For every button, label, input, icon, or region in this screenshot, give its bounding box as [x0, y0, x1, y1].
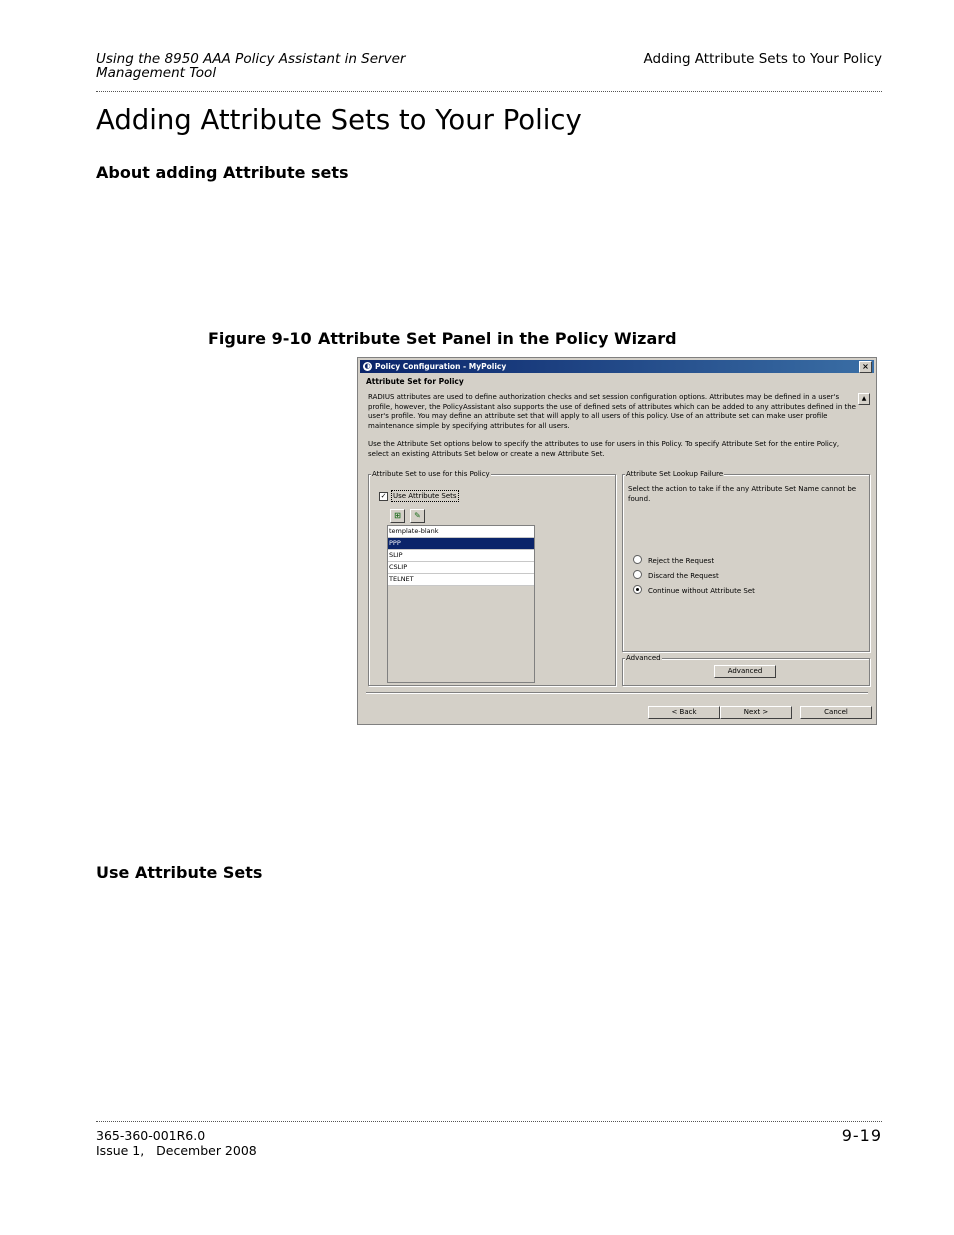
policy-configuration-dialog — [357, 357, 877, 725]
back-button[interactable]: < Back — [648, 706, 720, 719]
radio-discard-label: Discard the Request — [648, 572, 719, 580]
list-item[interactable]: template-blank — [388, 526, 534, 538]
use-attribute-sets-checkbox[interactable]: ✓ — [380, 492, 387, 500]
button-separator — [366, 692, 868, 694]
attribute-set-list[interactable] — [387, 525, 535, 683]
list-item-selected[interactable]: PPP — [388, 538, 534, 550]
section-heading-about: About adding Attribute sets — [96, 163, 349, 182]
figure-caption-text: Attribute Set Panel in the Policy Wizard — [318, 329, 677, 348]
advanced-group-label: Advanced — [626, 654, 661, 662]
list-item[interactable]: CSLIP — [388, 562, 534, 574]
radio-reject-label: Reject the Request — [648, 557, 715, 565]
advanced-group — [622, 654, 870, 686]
close-icon[interactable]: × — [859, 361, 872, 373]
running-header-left: Using the 8950 AAA Policy Assistant in Server Management Tool — [96, 51, 406, 81]
cancel-button[interactable]: Cancel — [800, 706, 872, 719]
page-title: Adding Attribute Sets to Your Policy — [96, 104, 582, 136]
figure-number: Figure 9-10 — [208, 329, 312, 348]
running-header-right: Adding Attribute Sets to Your Policy — [643, 51, 882, 67]
doc-number: 365-360-001R6.0 — [96, 1128, 206, 1143]
app-logo-icon: ◐ — [364, 362, 371, 370]
list-item[interactable]: SLIP — [388, 550, 534, 562]
radio-icon[interactable] — [633, 570, 642, 579]
edit-attribute-set-icon[interactable]: ✎ — [410, 509, 425, 523]
section-heading-use: Use Attribute Sets — [96, 863, 263, 882]
intro-paragraph-2: Use the Attribute Set options below to specify the attributes to use for users in this Policy. To specify Attribute Set for the entire Policy, select an existing Attributs Set below or create a new Attribute Set. — [368, 440, 840, 458]
list-item[interactable]: TELNET — [388, 574, 534, 586]
page-number: 9-19 — [841, 1126, 882, 1145]
attribute-set-group — [368, 470, 616, 686]
radio-icon[interactable] — [633, 555, 642, 564]
attribute-set-group-label: Attribute Set to use for this Policy — [372, 470, 490, 478]
radio-continue-without[interactable] — [633, 585, 755, 596]
footer-left — [96, 1129, 257, 1158]
scroll-up-icon[interactable]: ▲ — [858, 393, 870, 405]
lookup-failure-group-label: Attribute Set Lookup Failure — [626, 470, 724, 478]
intro-paragraph-1: RADIUS attributes are used to define authorization checks and set session configuration options. Attributes may be defined in a user's profile, however, the PolicyAssistant also supports the use of defined sets of attributes which can be added to any attributes defined in the user's profile. You may define an attribute set that will apply to all users of this policy. Use of an attribute set can make user profile maintenance simple by specifying attributes for all users. — [368, 393, 856, 430]
add-attribute-set-icon[interactable]: ⊞ — [390, 509, 405, 523]
dialog-title-bar[interactable] — [360, 360, 874, 373]
radio-discard-request[interactable] — [633, 570, 719, 581]
header-rule — [96, 91, 882, 92]
radio-selected-icon[interactable] — [633, 585, 642, 594]
lookup-failure-description: Select the action to take if the any Attribute Set Name cannot be found. — [628, 485, 857, 503]
footer-rule — [96, 1121, 882, 1122]
figure-caption — [208, 328, 677, 350]
lookup-failure-group — [622, 470, 870, 652]
advanced-button[interactable]: Advanced — [714, 665, 776, 678]
radio-reject-request[interactable] — [633, 555, 714, 566]
radio-continue-label: Continue without Attribute Set — [648, 587, 755, 595]
dialog-title: Policy Configuration - MyPolicy — [375, 362, 507, 371]
dialog-section-heading: Attribute Set for Policy — [366, 377, 464, 386]
issue-date: Issue 1, December 2008 — [96, 1142, 257, 1158]
next-button[interactable]: Next > — [720, 706, 792, 719]
use-attribute-sets-label[interactable]: Use Attribute Sets — [393, 492, 457, 500]
